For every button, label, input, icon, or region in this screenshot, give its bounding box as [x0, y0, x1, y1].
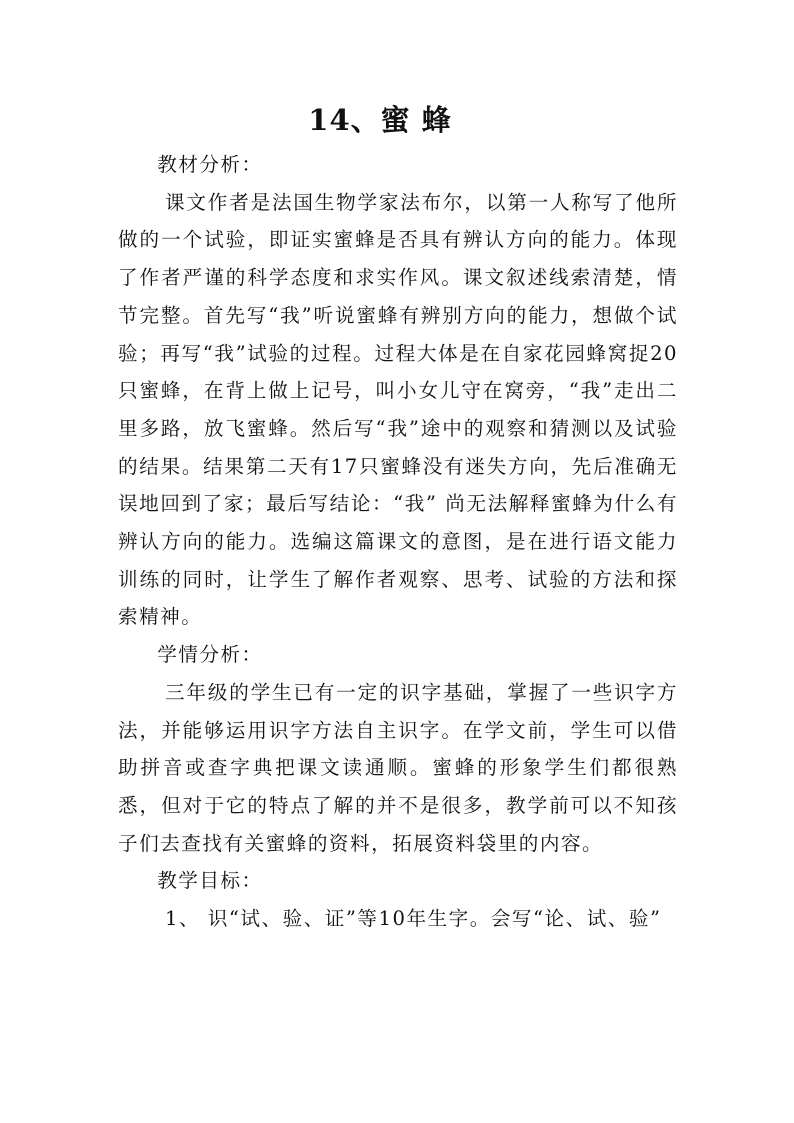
- page-title: 14、蜜 蜂: [308, 103, 452, 137]
- learner-analysis-paragraph: 三年级的学生已有一定的识字基础，掌握了一些识字方法，并能够运用识字方法自主识字。在学文前，学生可以借助拼音或查字典把课文读通顺。蜜蜂的形象学生们都很熟悉，但对于它的特点了解的并不是很多，教学前可以不知孩子们去查找有关蜜蜂的资料，拓展资料袋里的内容。: [118, 680, 678, 855]
- document-body: [118, 146, 678, 938]
- section-heading-teaching-goals: 教学目标：: [157, 869, 263, 893]
- textbook-analysis-paragraph: 课文作者是法国生物学家法布尔，以第一人称写了他所做的一个试验，即证实蜜蜂是否具有辨认方向的能力。体现了作者严谨的科学态度和求实作风。课文叙述线索清楚，情节完整。首先写“我”听说蜜蜂有辨别方向的能力，想做个试验；再写“我”试验的过程。过程大体是在自家花园蜂窝捉20只蜜蜂，在背上做上记号，叫小女儿守在窝旁，“我”走出二里多路，放飞蜜蜂。然后写“我”途中的观察和猜测以及试验的结果。结果第二天有17只蜜蜂没有迷失方向，先后准确无误地回到了家；最后写结论：“我” 尚无法解释蜜蜂为什么有辨认方向的能力。选编这篇课文的意图，是在进行语文能力训练的同时，让学生了解作者观察、思考、试验的方法和探索精神。: [118, 190, 678, 629]
- teaching-goal-item-1: 1、 识“试、验、证”等10年生字。会写“论、试、验”: [165, 907, 662, 931]
- section-heading-textbook-analysis: 教材分析：: [157, 153, 263, 176]
- section-heading-learner-analysis: 学情分析：: [157, 643, 263, 667]
